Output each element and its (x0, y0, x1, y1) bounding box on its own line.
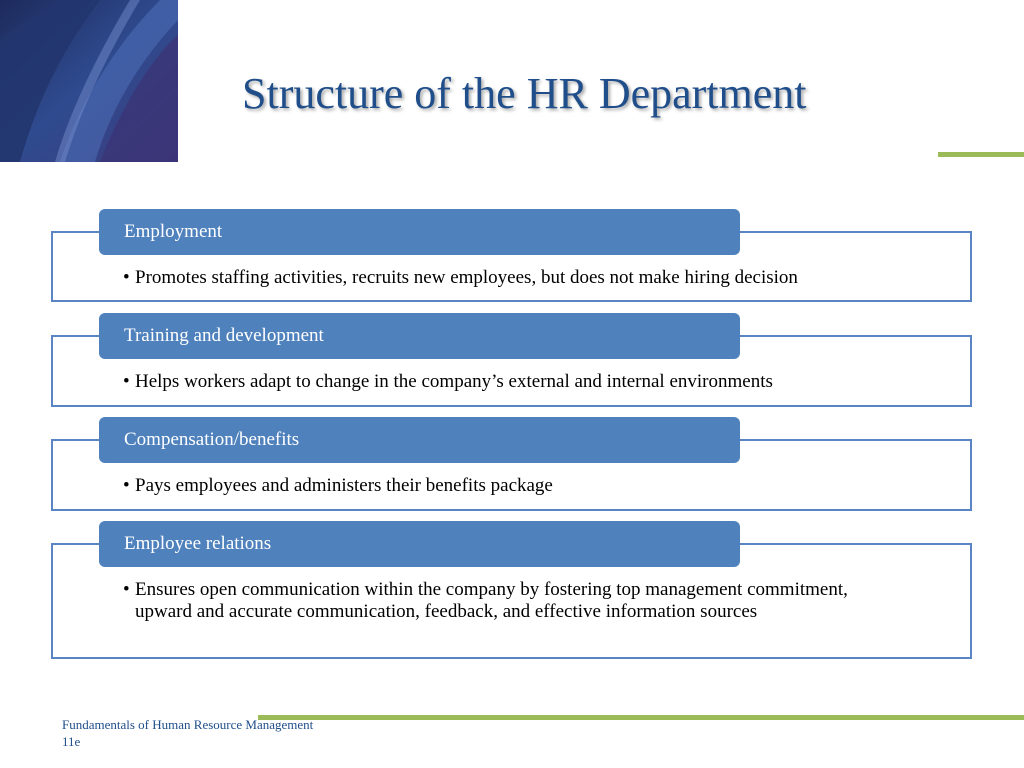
bullet-dot: • (123, 579, 130, 600)
section-employee-relations (51, 521, 972, 659)
section-employment (51, 209, 972, 302)
title-accent-rule (938, 152, 1024, 157)
bullet-dot: • (123, 267, 130, 288)
footer-line-1: Fundamentals of Human Resource Management (62, 717, 314, 732)
footer-line-2: 11e (62, 734, 81, 749)
slide-title: Structure of the HR Department (242, 69, 807, 118)
section-heading: Employment (99, 209, 740, 255)
section-heading: Employee relations (99, 521, 740, 567)
section-training (51, 313, 972, 407)
section-bullet (123, 371, 892, 393)
section-heading: Training and development (99, 313, 740, 359)
bullet-text: Ensures open communication within the company by fostering top management commitment, upward and accurate communication, feedback, and effective information sources (135, 579, 848, 622)
bullet-text: Pays employees and administers their benefits package (135, 475, 553, 496)
bullet-text: Promotes staffing activities, recruits new employees, but does not make hiring decision (135, 267, 798, 288)
bullet-dot: • (123, 475, 130, 496)
bullet-text: Helps workers adapt to change in the company’s external and internal environments (135, 371, 773, 392)
section-bullet (123, 475, 892, 497)
section-heading: Compensation/benefits (99, 417, 740, 463)
corner-decoration (0, 0, 178, 162)
bullet-dot: • (123, 371, 130, 392)
section-compensation (51, 417, 972, 511)
section-bullet (123, 267, 892, 289)
footer-caption (62, 716, 313, 750)
footer-accent-rule (258, 715, 1024, 720)
section-bullet (123, 579, 892, 623)
